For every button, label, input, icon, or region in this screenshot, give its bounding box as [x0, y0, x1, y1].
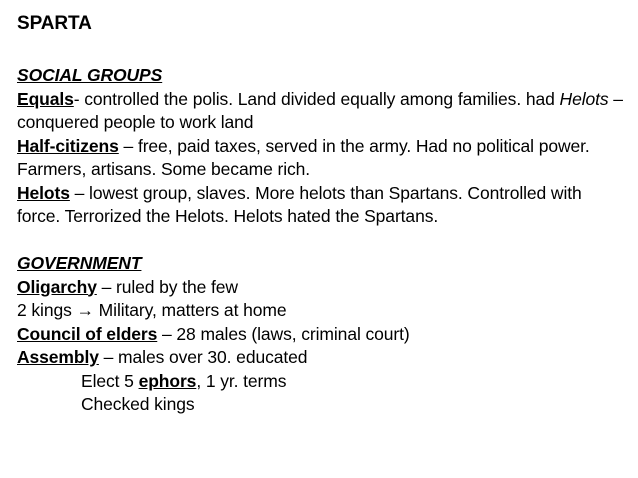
half-citizens-paragraph: [17, 135, 629, 182]
helots-italic: Helots: [559, 88, 609, 109]
equals-paragraph: [17, 88, 629, 135]
equals-term: Equals: [17, 88, 74, 109]
ephors-term: ephors: [138, 370, 197, 391]
checked-kings-line: Checked kings: [81, 394, 195, 414]
assembly-line: [17, 346, 629, 370]
helots-term: Helots: [17, 182, 70, 203]
elect-prefix: Elect 5: [81, 370, 139, 391]
assembly-term: Assembly: [17, 347, 99, 367]
oligarchy-line: [17, 276, 629, 300]
spacer: [17, 229, 629, 253]
oligarchy-text: – ruled by the few: [96, 276, 238, 297]
half-citizens-text: – free, paid taxes, served in the army. Had no political power. Farmers, artisans. Some became rich.: [17, 135, 590, 179]
slide-content: [17, 8, 629, 417]
kings-line: [17, 299, 629, 323]
oligarchy-term: Oligarchy: [17, 276, 97, 297]
kings-prefix: 2 kings: [17, 300, 77, 320]
council-term: Council of elders: [17, 323, 158, 344]
elect-line: [17, 370, 629, 394]
helots-text: – lowest group, slaves. More helots than Spartans. Controlled with force. Terrorized the Helots. Helots hated the Spartans.: [17, 182, 582, 226]
equals-text: - controlled the polis. Land divided equally among families. had: [73, 88, 560, 109]
right-arrow-icon: →: [76, 300, 94, 320]
assembly-text: – males over 30. educated: [98, 347, 308, 367]
kings-text: Military, matters at home: [93, 300, 287, 320]
slide-title: SPARTA: [17, 13, 92, 34]
equals-text-b: – conquered people to work land: [17, 88, 623, 132]
council-line: [17, 323, 629, 347]
council-text: – 28 males (laws, criminal court): [157, 323, 410, 344]
helots-paragraph: [17, 182, 629, 229]
social-groups-heading: SOCIAL GROUPS: [17, 65, 163, 85]
half-citizens-term: Half-citizens: [17, 135, 119, 156]
government-heading: GOVERNMENT: [17, 253, 142, 273]
elect-text: , 1 yr. terms: [196, 370, 287, 391]
